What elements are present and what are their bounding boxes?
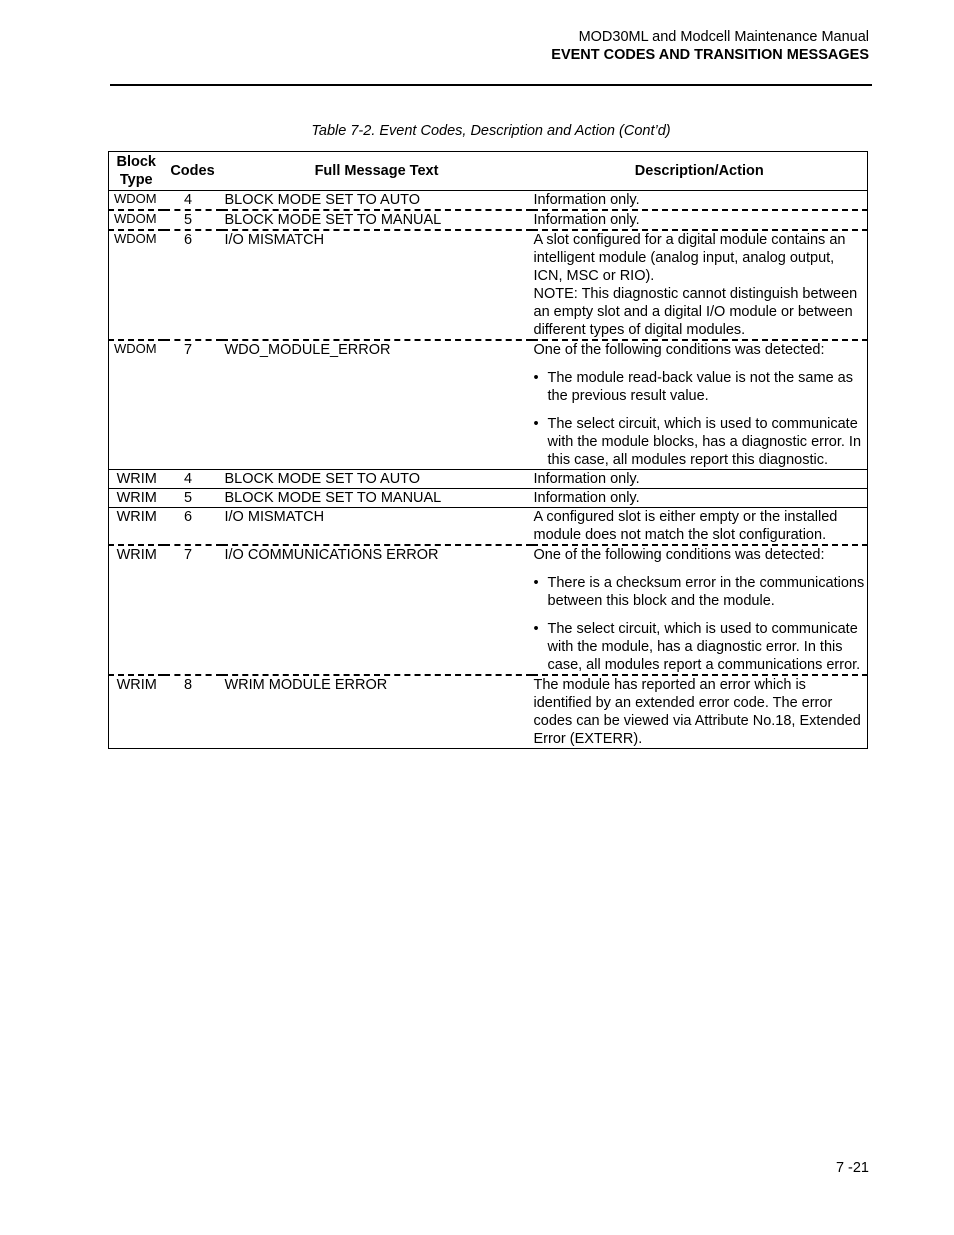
bullet-icon: • xyxy=(533,575,539,591)
section-title: EVENT CODES AND TRANSITION MESSAGES xyxy=(551,47,869,63)
block-type-cell: WRIM xyxy=(109,489,164,508)
block-type-cell: WRIM xyxy=(109,545,164,675)
manual-title: MOD30ML and Modcell Maintenance Manual xyxy=(578,29,869,45)
page-number: 7 -21 xyxy=(835,1160,869,1176)
table-row xyxy=(109,545,868,675)
message-cell: BLOCK MODE SET TO MANUAL xyxy=(222,489,532,508)
condition-list xyxy=(534,574,866,674)
table-row xyxy=(109,489,868,508)
message-cell: BLOCK MODE SET TO MANUAL xyxy=(222,210,532,230)
description-text: Information only. xyxy=(533,192,640,208)
bullet-icon: • xyxy=(533,621,539,637)
table-caption: Table 7-2. Event Codes, Description and Action (Cont’d) xyxy=(311,123,671,139)
code-cell: 6 xyxy=(164,508,222,546)
code-cell: 7 xyxy=(164,340,222,470)
condition-text: The select circuit, which is used to communicate with the module blocks, has a diagnostic error. In this case, all modules report this diagnostic. xyxy=(547,416,862,468)
description-text: Information only. xyxy=(533,212,640,228)
table-row xyxy=(109,675,868,749)
description-text: A slot configured for a digital module contains an intelligent module (analog input, analog output, ICN, MSC or RIO). xyxy=(533,232,846,284)
condition-text: The module read-back value is not the same as the previous result value. xyxy=(547,370,853,404)
description-cell xyxy=(532,210,868,230)
condition-list xyxy=(534,369,866,469)
col-header-description: Description/Action xyxy=(532,152,868,191)
code-cell: 4 xyxy=(164,191,222,211)
description-text: A configured slot is either empty or the installed module does not match the slot configuration. xyxy=(533,509,838,543)
description-cell xyxy=(532,489,868,508)
header-rule xyxy=(110,84,872,86)
message-cell: I/O MISMATCH xyxy=(222,230,532,340)
description-text: The module has reported an error which is identified by an extended error code. The error codes can be viewed via Attribute No.18, Extended Error (EXTERR). xyxy=(533,677,861,747)
bullet-icon: • xyxy=(533,370,539,386)
code-cell: 5 xyxy=(164,210,222,230)
description-text: Information only. xyxy=(533,471,640,487)
block-type-cell: WRIM xyxy=(116,677,157,693)
event-codes-table xyxy=(108,151,868,749)
condition-list-item xyxy=(534,369,866,405)
table-row xyxy=(109,210,868,230)
code-cell: 4 xyxy=(164,470,222,489)
table-row xyxy=(109,191,868,211)
description-cell xyxy=(532,675,868,749)
page-header xyxy=(551,28,869,64)
block-type-cell: WDOM xyxy=(109,210,164,230)
description-text: One of the following conditions was detected: xyxy=(533,342,825,358)
block-type-cell: WRIM xyxy=(109,470,164,489)
description-cell xyxy=(532,545,868,675)
code-cell: 6 xyxy=(164,230,222,340)
condition-text: The select circuit, which is used to communicate with the module, has a diagnostic error. In this case, all modules report a communications error. xyxy=(547,621,861,673)
table-row xyxy=(109,508,868,546)
condition-list-item xyxy=(534,620,866,674)
col-header-block-type: Block Type xyxy=(109,152,164,191)
message-cell: BLOCK MODE SET TO AUTO xyxy=(222,470,532,489)
message-cell: I/O MISMATCH xyxy=(222,508,532,546)
code-cell: 5 xyxy=(164,489,222,508)
block-type-cell: WDOM xyxy=(109,230,164,340)
description-cell xyxy=(532,508,868,546)
code-cell: 8 xyxy=(183,677,193,693)
block-type-cell: WDOM xyxy=(109,191,164,211)
message-cell: WDO_MODULE_ERROR xyxy=(222,340,532,470)
block-type-cell: WDOM xyxy=(109,340,164,470)
message-cell: WRIM MODULE ERROR xyxy=(224,677,388,693)
condition-list-item xyxy=(534,415,866,469)
description-text: Information only. xyxy=(533,490,640,506)
table-row xyxy=(109,340,868,470)
description-cell xyxy=(532,340,868,470)
description-text: One of the following conditions was detected: xyxy=(533,547,825,563)
table-header-row xyxy=(109,152,868,191)
col-header-codes: Codes xyxy=(164,152,222,191)
description-cell xyxy=(532,230,868,340)
block-type-cell: WRIM xyxy=(109,508,164,546)
code-cell: 7 xyxy=(164,545,222,675)
col-header-message: Full Message Text xyxy=(222,152,532,191)
table-row xyxy=(109,230,868,340)
message-cell: I/O COMMUNICATIONS ERROR xyxy=(222,545,532,675)
message-cell: BLOCK MODE SET TO AUTO xyxy=(222,191,532,211)
description-text: NOTE: This diagnostic cannot distinguish between an empty slot and a digital I/O module or between different types of digital modules. xyxy=(533,286,858,338)
condition-list-item xyxy=(534,574,866,610)
table-row xyxy=(109,470,868,489)
condition-text: There is a checksum error in the communications between this block and the module. xyxy=(547,575,865,609)
description-cell xyxy=(532,191,868,211)
bullet-icon: • xyxy=(533,416,539,432)
description-cell xyxy=(532,470,868,489)
